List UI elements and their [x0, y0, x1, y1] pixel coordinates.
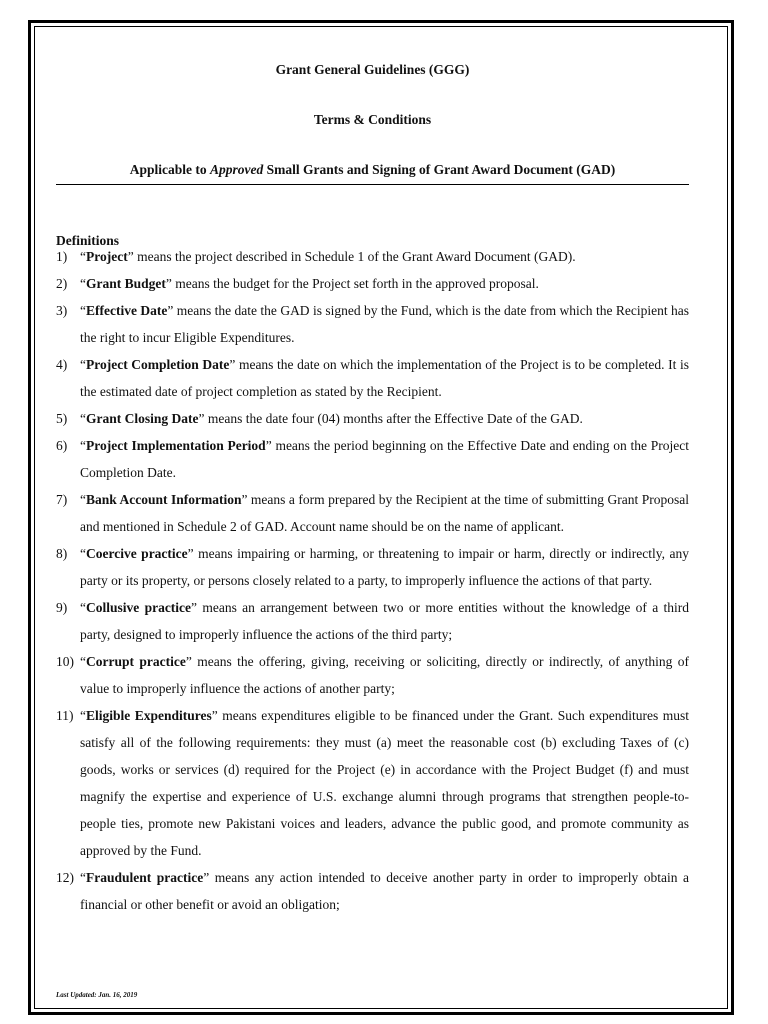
definition-text: ” means the period beginning on the Effective Date and ending on the Project Completion Date.: [80, 438, 689, 480]
applicability-emphasis: Approved: [210, 162, 264, 177]
definition-number: 7): [56, 492, 68, 507]
definition-text: ” means any action intended to deceive another party in order to improperly obtain a financial or other benefit or avoid an obligation;: [80, 870, 689, 912]
definition-term: Bank Account Information: [86, 492, 242, 507]
applicability-heading: [56, 158, 689, 185]
definition-term: Fraudulent practice: [86, 870, 204, 885]
definition-item: 1) “Project” means the project described in Schedule 1 of the Grant Award Document (GAD).: [56, 243, 689, 270]
definition-number: 9): [56, 600, 68, 615]
definition-number: 12): [56, 870, 74, 885]
definition-number: 10): [56, 654, 74, 669]
definition-item: 8) “Coercive practice” means impairing or harming, or threatening to impair or harm, directly or indirectly, any party or its property, or persons closely related to a party, to improperly influence the actions of that party.: [56, 540, 689, 594]
definition-term: Corrupt practice: [86, 654, 186, 669]
definition-text: ” means the date on which the implementation of the Project is to be completed. It is the estimated date of project completion as stated by the Recipient.: [80, 357, 689, 399]
definition-text: ” means a form prepared by the Recipient at the time of submitting Grant Proposal and mentioned in Schedule 2 of GAD. Account name should be on the name of applicant.: [80, 492, 689, 534]
applicability-prefix: Applicable to: [129, 162, 211, 177]
definition-text: ” means the date the GAD is signed by the Fund, which is the date from which the Recipient has the right to incur Eligible Expenditures.: [80, 303, 689, 345]
definition-number: 3): [56, 303, 68, 318]
definition-term: Eligible Expenditures: [86, 708, 212, 723]
definition-term: Project Completion Date: [86, 357, 230, 372]
definition-term: Grant Closing Date: [86, 411, 199, 426]
definition-item: 10) “Corrupt practice” means the offering, giving, receiving or soliciting, directly or indirectly, of anything of value to improperly influence the actions of another party;: [56, 648, 689, 702]
definition-number: 2): [56, 276, 68, 291]
definition-item: 7) “Bank Account Information” means a form prepared by the Recipient at the time of submitting Grant Proposal and mentioned in Schedule 2 of GAD. Account name should be on the name of applicant.: [56, 486, 689, 540]
definition-number: 5): [56, 411, 68, 426]
definitions-list: [56, 243, 689, 918]
definition-number: 8): [56, 546, 68, 561]
definition-item: 11) “Eligible Expenditures” means expenditures eligible to be financed under the Grant. Such expenditures must satisfy all of the following requirements: they must (a) meet the reasonable cost (b) excluding Taxes of (c) goods, works or services (d) required for the Project (e) in accordance with the Project Budget (f) and must magnify the expertise and experience of U.S. exchange alumni through programs that strengthen people-to-people ties, promote new Pakistani voices and leaders, advance the public good, and promote community as approved by the Fund.: [56, 702, 689, 864]
applicability-suffix: Small Grants and Signing of Grant Award Document (GAD): [263, 162, 616, 177]
definition-term: Effective Date: [86, 303, 168, 318]
definition-number: 4): [56, 357, 68, 372]
definition-text: ” means the offering, giving, receiving or soliciting, directly or indirectly, of anything of value to improperly influence the actions of another party;: [80, 654, 690, 696]
document-subtitle: Terms & Conditions: [313, 112, 432, 127]
document-title: Grant General Guidelines (GGG): [275, 62, 470, 77]
definition-item: 5) “Grant Closing Date” means the date four (04) months after the Effective Date of the GAD.: [56, 405, 689, 432]
definition-item: 2) “Grant Budget” means the budget for the Project set forth in the approved proposal.: [56, 270, 689, 297]
definition-term: Grant Budget: [86, 276, 166, 291]
definition-text: ” means the project described in Schedule 1 of the Grant Award Document (GAD).: [127, 249, 576, 264]
definitions-heading: Definitions: [56, 233, 120, 248]
document-body: [56, 58, 689, 918]
definition-term: Project: [86, 249, 128, 264]
definition-text: ” means the date four (04) months after the Effective Date of the GAD.: [198, 411, 583, 426]
definition-text: ” means the budget for the Project set forth in the approved proposal.: [165, 276, 539, 291]
definition-text: ” means an arrangement between two or more entities without the knowledge of a third party, designed to improperly influence the actions of the third party;: [80, 600, 689, 642]
definition-number: 1): [56, 249, 68, 264]
definition-number: 6): [56, 438, 68, 453]
definition-term: Collusive practice: [86, 600, 192, 615]
definition-item: 6) “Project Implementation Period” means the period beginning on the Effective Date and ending on the Project Completion Date.: [56, 432, 689, 486]
definition-item: 3) “Effective Date” means the date the GAD is signed by the Fund, which is the date from which the Recipient has the right to incur Eligible Expenditures.: [56, 297, 689, 351]
last-updated-footer: Last Updated: Jan. 16, 2019: [56, 991, 138, 999]
definition-number: 11): [56, 708, 74, 723]
definition-item: 4) “Project Completion Date” means the date on which the implementation of the Project is to be completed. It is the estimated date of project completion as stated by the Recipient.: [56, 351, 689, 405]
definition-text: ” means expenditures eligible to be financed under the Grant. Such expenditures must satisfy all of the following requirements: they must (a) meet the reasonable cost (b) excluding Taxes of (c) goods, works or services (d) required for the Project (e) in accordance with the Project Budget (f) and must magnify the expertise and experience of U.S. exchange alumni through programs that strengthen people-to-people ties, promote new Pakistani voices and leaders, advance the public good, and promote community as approved by the Fund.: [80, 708, 689, 858]
definition-term: Project Implementation Period: [86, 438, 266, 453]
definition-term: Coercive practice: [86, 546, 188, 561]
definition-item: 12) “Fraudulent practice” means any action intended to deceive another party in order to improperly obtain a financial or other benefit or avoid an obligation;: [56, 864, 689, 918]
definition-item: 9) “Collusive practice” means an arrangement between two or more entities without the knowledge of a third party, designed to improperly influence the actions of the third party;: [56, 594, 689, 648]
definition-text: ” means impairing or harming, or threatening to impair or harm, directly or indirectly, any party or its property, or persons closely related to a party, to improperly influence the actions of that party.: [80, 546, 689, 588]
